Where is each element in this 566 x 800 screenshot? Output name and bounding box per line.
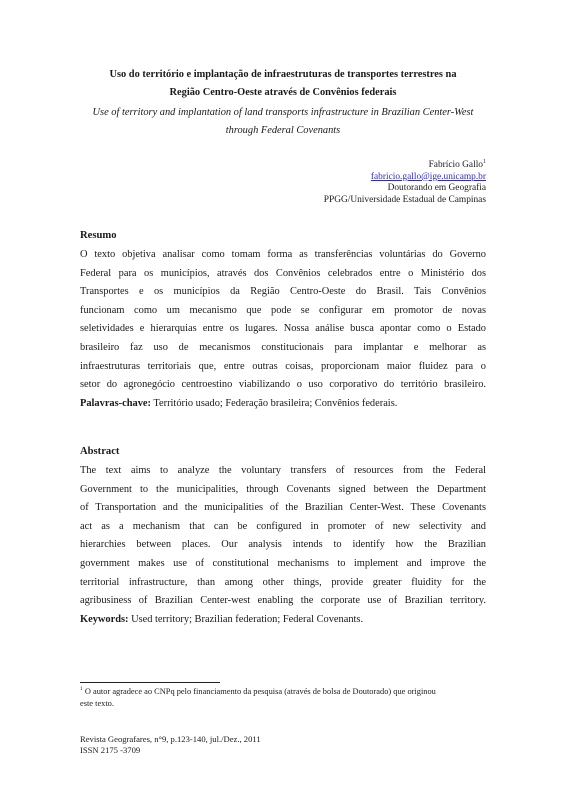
resumo-line: infraestruturas territoriais que, entre outras coisas, proporcionam maior fluidez para o bbox=[80, 360, 486, 372]
abstract-line: agribusiness of Brazilian Center-west enabling the corporate use of Brazilian territory. bbox=[80, 595, 486, 607]
footnote-divider bbox=[80, 682, 220, 683]
abstract-keywords-label: Keywords: bbox=[80, 613, 129, 625]
abstract-line: hierarchies between places. Our analysis intends to identify how the Brazilian bbox=[80, 539, 486, 551]
resumo-keywords bbox=[80, 395, 486, 414]
abstract-line: territorial infrastructure, than among other things, provide greater fluidity for the bbox=[80, 576, 486, 588]
abstract-line: The text aims to analyze the voluntary transfers of resources from the Federal bbox=[80, 465, 486, 476]
footnote-text-line-2: este texto. bbox=[80, 699, 114, 708]
resumo-line: seletividades e hierarquias entre os lugares. Nossa análise busca apontar como o Estado bbox=[80, 323, 486, 335]
paper-title-line-1: Uso do território e implantação de infraestruturas de transportes terrestres na bbox=[109, 69, 457, 80]
author-affiliation: PPGG/Universidade Estadual de Campinas bbox=[323, 194, 486, 205]
issn: ISSN 2175 -3709 bbox=[80, 745, 141, 755]
journal-citation: Revista Geografares, n°9, p.123-140, jul./Dez., 2011 bbox=[80, 734, 261, 744]
abstract-body bbox=[80, 462, 486, 629]
resumo-keywords-text: Território usado; Federação brasileira; Convênios federais. bbox=[150, 397, 398, 409]
resumo-line: setor do agronegócio centroestino viabilizando o uso corporativo do território brasileiro. bbox=[80, 379, 486, 391]
author-email-link[interactable]: fabricio.gallo@ige.unicamp.br bbox=[370, 171, 486, 182]
resumo-body bbox=[80, 246, 486, 413]
resumo-line: Transportes e os municípios da Região Centro-Oeste do Brasil. Tais Convênios bbox=[80, 286, 486, 298]
author-name-line bbox=[324, 160, 486, 172]
abstract-heading: Abstract bbox=[80, 446, 120, 457]
abstract-line: of Transportation and the municipalities of the Brazilian Center-West. These Covenants bbox=[80, 502, 486, 514]
paper-title-line-2: Região Centro-Oeste através de Convênios federais bbox=[169, 87, 397, 98]
author-block bbox=[324, 160, 486, 206]
resumo-keywords-label: Palavras-chave: bbox=[80, 397, 151, 409]
paper-subtitle-line-2: through Federal Covenants bbox=[225, 125, 341, 136]
resumo-heading: Resumo bbox=[80, 230, 117, 241]
author-footnote-marker: 1 bbox=[483, 158, 486, 165]
abstract-keywords bbox=[80, 611, 486, 630]
abstract-line: act as a mechanism that can be configured in promoter of new selectivity and bbox=[80, 520, 486, 532]
abstract-keywords-text: Used territory; Brazilian federation; Federal Covenants. bbox=[128, 613, 364, 625]
resumo-line: brasileiro faz uso de mecanismos constitucionais para implantar e melhorar as bbox=[80, 341, 486, 353]
footnote-marker: 1 bbox=[80, 686, 83, 693]
author-name: Fabrício Gallo bbox=[428, 160, 483, 170]
resumo-line: Federal para os municípios, através dos Convênios celebrados entre o Ministério dos bbox=[80, 267, 486, 279]
footnote bbox=[80, 686, 500, 710]
abstract-line: Government to the municipalities, through Covenants signed between the Department bbox=[80, 483, 486, 495]
author-role: Doutorando em Geografia bbox=[387, 183, 486, 194]
paper-subtitle-english bbox=[70, 104, 496, 140]
abstract-line: government makes use of constitutional mechanisms to implement and improve the bbox=[80, 557, 486, 569]
resumo-line: funcionam como um mecanismo que pode se configurar em promotor de novas bbox=[80, 304, 486, 316]
footnote-text-line-1: O autor agradece ao CNPq pelo financiamento da pesquisa (através de bolsa de Doutorado) que originou bbox=[82, 687, 436, 696]
paper-title bbox=[70, 66, 496, 102]
paper-subtitle-line-1: Use of territory and implantation of land transports infrastructure in Brazilian Center-West bbox=[92, 107, 474, 118]
resumo-line: O texto objetiva analisar como tomam forma as transferências voluntárias do Governo bbox=[80, 249, 486, 260]
page-footer bbox=[80, 734, 261, 756]
